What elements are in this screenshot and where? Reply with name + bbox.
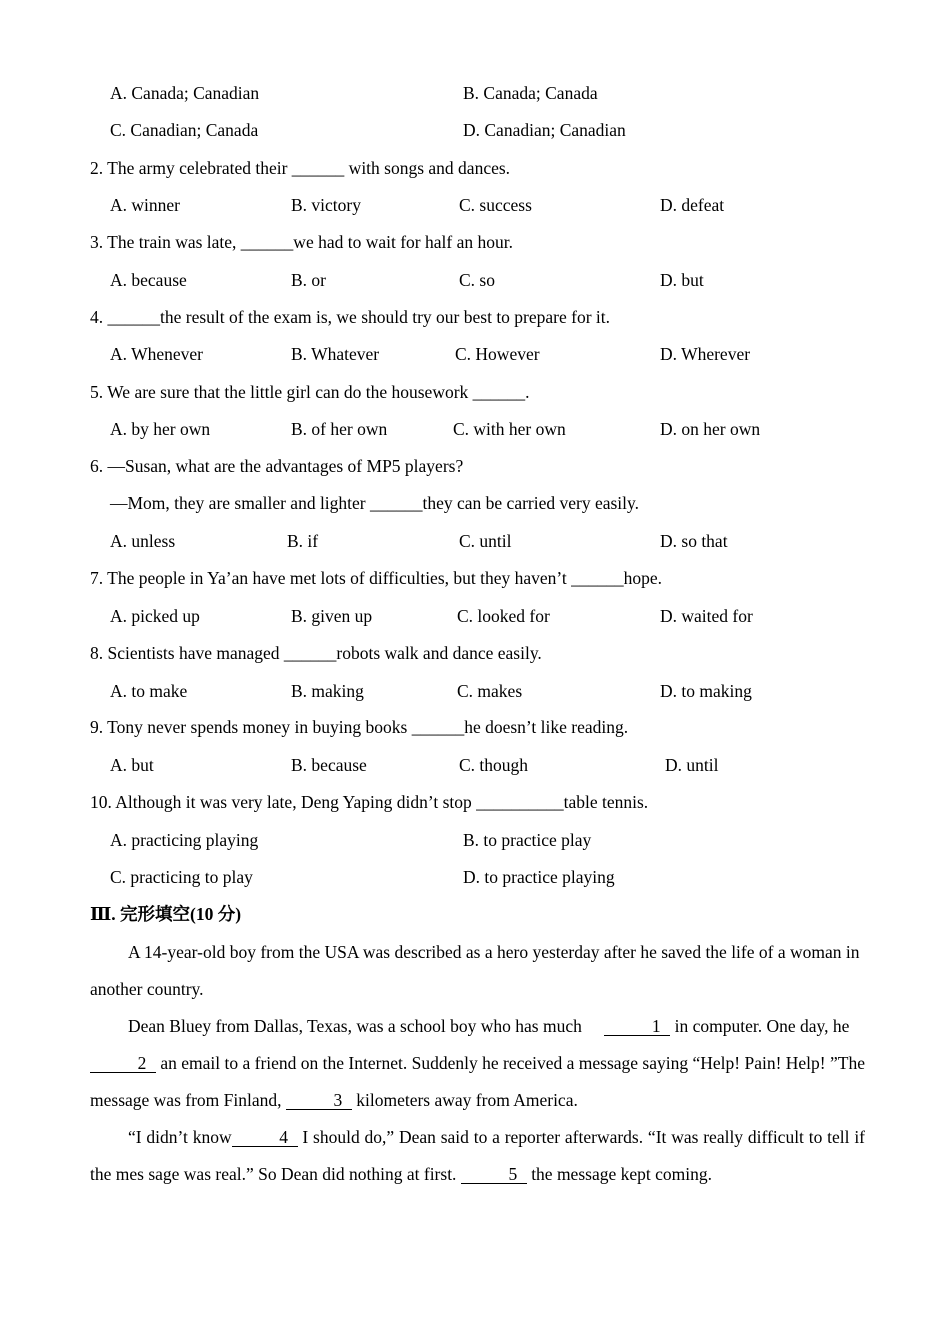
paragraph-2-text-b: in computer. One day, he: [670, 1016, 850, 1036]
q3-option-c: C. so: [459, 270, 495, 290]
q8-option-c: C. makes: [457, 681, 523, 701]
q5-option-b: B. of her own: [291, 419, 388, 439]
q5-stem: 5. We are sure that the little girl can do the housework ______.: [90, 382, 530, 402]
paragraph-2-text-c: an email to a friend on the Internet. Suddenly he received a message saying “Help! Pain! Help! ”The message was from Finland,: [90, 1053, 865, 1110]
q3-option-a: A. because: [110, 270, 187, 290]
paragraph-2-text-d: kilometers away from America.: [351, 1090, 578, 1110]
q7-stem: 7. The people in Ya’an have met lots of difficulties, but they haven’t ______hope.: [90, 568, 663, 588]
q4-stem: 4. ______the result of the exam is, we should try our best to prepare for it.: [90, 307, 611, 327]
blank-5[interactable]: 5: [461, 1165, 527, 1184]
q7-option-c: C. looked for: [457, 606, 550, 626]
q2-option-c: C. success: [459, 195, 532, 215]
q8-stem: 8. Scientists have managed ______robots walk and dance easily.: [90, 643, 542, 663]
q3-option-d: D. but: [660, 270, 704, 290]
blank-4[interactable]: 4: [232, 1128, 298, 1147]
paragraph-3-text-b: I should do,” Dean said to a reporter afterwards. “It was really difficult to tell if the mes sage was real.” So Dean did nothing at first.: [90, 1127, 866, 1184]
q3-option-b: B. or: [291, 270, 326, 290]
q2-option-d: D. defeat: [660, 195, 725, 215]
q7-option-d: D. waited for: [660, 606, 753, 626]
q4-option-c: C. However: [455, 344, 540, 364]
q6-option-d: D. so that: [660, 531, 728, 551]
q9-stem: 9. Tony never spends money in buying books ______he doesn’t like reading.: [90, 717, 629, 737]
q8-option-d: D. to making: [660, 681, 752, 701]
paragraph-1-text: A 14-year-old boy from the USA was described as a hero yesterday after he saved the life of a woman in another country.: [90, 942, 860, 999]
q1-option-a: A. Canada; Canadian: [110, 83, 260, 103]
q1-option-d: D. Canadian; Canadian: [463, 120, 626, 140]
q5-option-c: C. with her own: [453, 419, 566, 439]
q10-option-c: C. practicing to play: [110, 867, 253, 887]
q9-option-a: A. but: [110, 755, 154, 775]
q4-option-a: A. Whenever: [110, 344, 203, 364]
q2-stem: 2. The army celebrated their ______ with songs and dances.: [90, 158, 511, 178]
q1-option-b: B. Canada; Canada: [463, 83, 598, 103]
passage-paragraph-2: [90, 1008, 865, 1119]
q7-option-a: A. picked up: [110, 606, 200, 626]
q7-option-b: B. given up: [291, 606, 373, 626]
q6-stem: 6. —Susan, what are the advantages of MP5 players?: [90, 456, 464, 476]
blank-3[interactable]: 3: [286, 1091, 352, 1110]
q6-stem-reply: —Mom, they are smaller and lighter ______they can be carried very easily.: [110, 493, 640, 513]
q8-option-b: B. making: [291, 681, 364, 701]
q5-option-d: D. on her own: [660, 419, 761, 439]
q10-option-a: A. practicing playing: [110, 830, 259, 850]
q3-stem: 3. The train was late, ______we had to wait for half an hour.: [90, 232, 513, 252]
blank-2[interactable]: 2: [90, 1054, 156, 1073]
q2-option-b: B. victory: [291, 195, 361, 215]
q10-option-d: D. to practice playing: [463, 867, 615, 887]
q4-option-d: D. Wherever: [660, 344, 751, 364]
section-heading: Ⅲ. 完形填空(10 分): [90, 904, 242, 924]
q10-stem: 10. Although it was very late, Deng Yaping didn’t stop __________table tennis.: [90, 792, 649, 812]
q4-option-b: B. Whatever: [291, 344, 380, 364]
q2-option-a: A. winner: [110, 195, 180, 215]
q9-option-c: C. though: [459, 755, 529, 775]
q1-option-c: C. Canadian; Canada: [110, 120, 259, 140]
q6-option-a: A. unless: [110, 531, 176, 551]
q8-option-a: A. to make: [110, 681, 188, 701]
passage-paragraph-3-line-1: [90, 1119, 865, 1193]
paragraph-2-text-a: Dean Bluey from Dallas, Texas, was a school boy who has much: [128, 1016, 587, 1036]
q6-option-b: B. if: [287, 531, 319, 551]
paragraph-3-text-c: the message kept coming.: [526, 1164, 712, 1184]
paragraph-3-text-a: “I didn’t know: [128, 1127, 232, 1147]
q10-option-b: B. to practice play: [463, 830, 592, 850]
q9-option-d: D. until: [665, 755, 719, 775]
q9-option-b: B. because: [291, 755, 367, 775]
q6-option-c: C. until: [459, 531, 512, 551]
blank-1[interactable]: 1: [604, 1017, 670, 1036]
passage-paragraph-1: [90, 934, 865, 1008]
q5-option-a: A. by her own: [110, 419, 211, 439]
